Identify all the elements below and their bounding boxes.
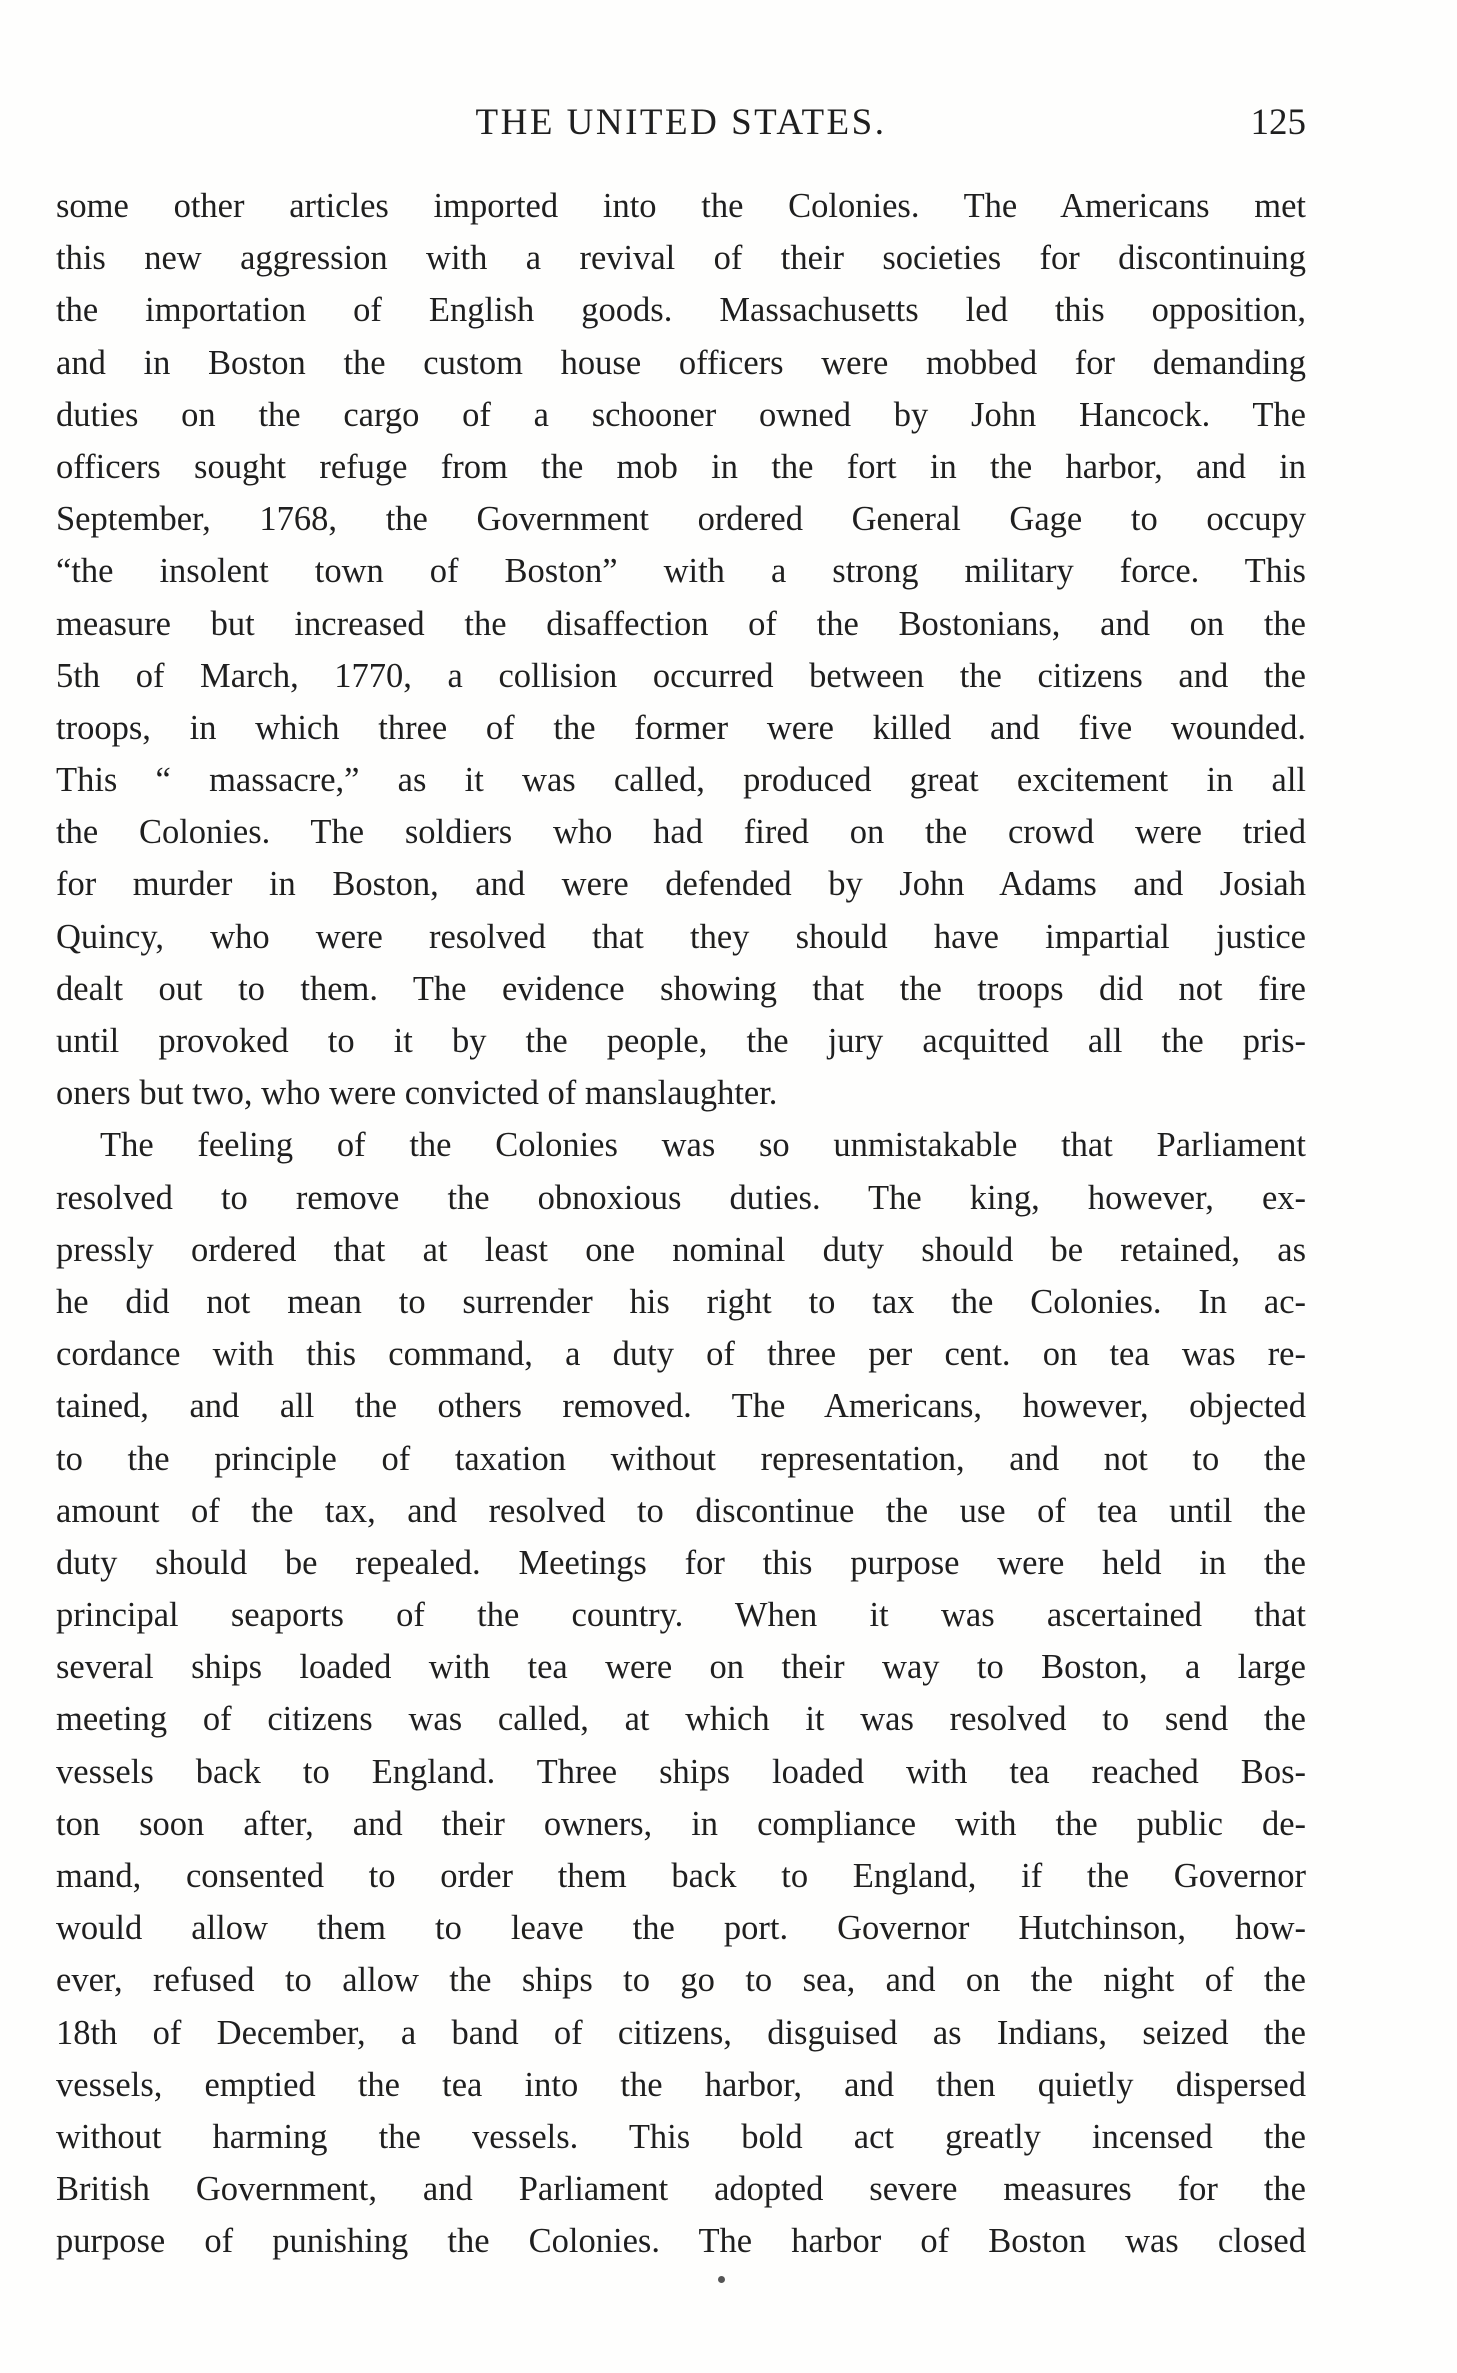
text-line: this new aggression with a revival of their societies for discontinuing (56, 239, 1306, 278)
text-line: the Colonies. The soldiers who had fired on the crowd were tried (56, 813, 1306, 852)
text-line: mand, consented to order them back to England, if the Governor (56, 1857, 1306, 1895)
text-line: meeting of citizens was called, at which it was resolved to send the (56, 1700, 1306, 1739)
text-line: several ships loaded with tea were on their way to Boston, a large (56, 1648, 1306, 1687)
text-line: pressly ordered that at least one nominal duty should be retained, as (56, 1230, 1306, 1269)
text-line: for murder in Boston, and were defended by John Adams and Josiah (56, 865, 1306, 904)
text-line: vessels back to England. Three ships loaded with tea reached Bos- (56, 1752, 1306, 1791)
text-line: some other articles imported into the Colonies. The Americans met (56, 187, 1306, 225)
text-line: cordance with this command, a duty of three per cent. on tea was re- (56, 1335, 1306, 1374)
text-line: 5th of March, 1770, a collision occurred between the citizens and the (56, 656, 1306, 695)
text-line: officers sought refuge from the mob in the fort in the harbor, and in (56, 447, 1306, 486)
text-line: he did not mean to surrender his right to tax the Colonies. In ac- (56, 1282, 1306, 1321)
text-line: and in Boston the custom house officers were mobbed for demanding (56, 343, 1306, 382)
text-line: ton soon after, and their owners, in compliance with the public de- (56, 1804, 1306, 1843)
page-number: 125 (1250, 102, 1306, 143)
paragraph-end-line: oners but two, who were convicted of manslaughter. (56, 1074, 778, 1113)
ink-speck (718, 2276, 725, 2283)
text-line: troops, in which three of the former were killed and five wounded. (56, 708, 1306, 747)
text-line: September, 1768, the Government ordered General Gage to occupy (56, 500, 1306, 539)
text-line: British Government, and Parliament adopted severe measures for the (56, 2170, 1306, 2209)
text-line: “the insolent town of Boston” with a strong military force. This (56, 552, 1306, 591)
running-title: THE UNITED STATES. (475, 102, 887, 143)
text-line: This “ massacre,” as it was called, produced great excitement in all (56, 761, 1306, 800)
text-line: until provoked to it by the people, the jury acquitted all the pris- (56, 1022, 1306, 1060)
text-line: purpose of punishing the Colonies. The harbor of Boston was closed (56, 2222, 1306, 2261)
text-line: tained, and all the others removed. The Americans, however, objected (56, 1387, 1306, 1426)
running-head (56, 98, 1306, 148)
text-line: measure but increased the disaffection of the Bostonians, and on the (56, 604, 1306, 643)
body-text (56, 180, 1306, 2268)
text-line: to the principle of taxation without representation, and not to the (56, 1439, 1306, 1478)
paragraph-start-line: The feeling of the Colonies was so unmistakable that Parliament (100, 1126, 1306, 1165)
text-line: would allow them to leave the port. Governor Hutchinson, how- (56, 1909, 1306, 1948)
text-line: resolved to remove the obnoxious duties. The king, however, ex- (56, 1178, 1306, 1217)
text-line: duties on the cargo of a schooner owned by John Hancock. The (56, 395, 1306, 434)
text-line: 18th of December, a band of citizens, disguised as Indians, seized the (56, 2013, 1306, 2052)
text-line: without harming the vessels. This bold act greatly incensed the (56, 2117, 1306, 2156)
text-line: duty should be repealed. Meetings for this purpose were held in the (56, 1543, 1306, 1582)
text-line: dealt out to them. The evidence showing that the troops did not fire (56, 969, 1306, 1008)
text-line: vessels, emptied the tea into the harbor, and then quietly dispersed (56, 2065, 1306, 2104)
text-line: Quincy, who were resolved that they should have impartial justice (56, 917, 1306, 956)
text-line: amount of the tax, and resolved to discontinue the use of tea until the (56, 1491, 1306, 1530)
text-line: the importation of English goods. Massachusetts led this opposition, (56, 291, 1306, 330)
text-line: principal seaports of the country. When it was ascertained that (56, 1596, 1306, 1635)
text-line: ever, refused to allow the ships to go to sea, and on the night of the (56, 1961, 1306, 2000)
